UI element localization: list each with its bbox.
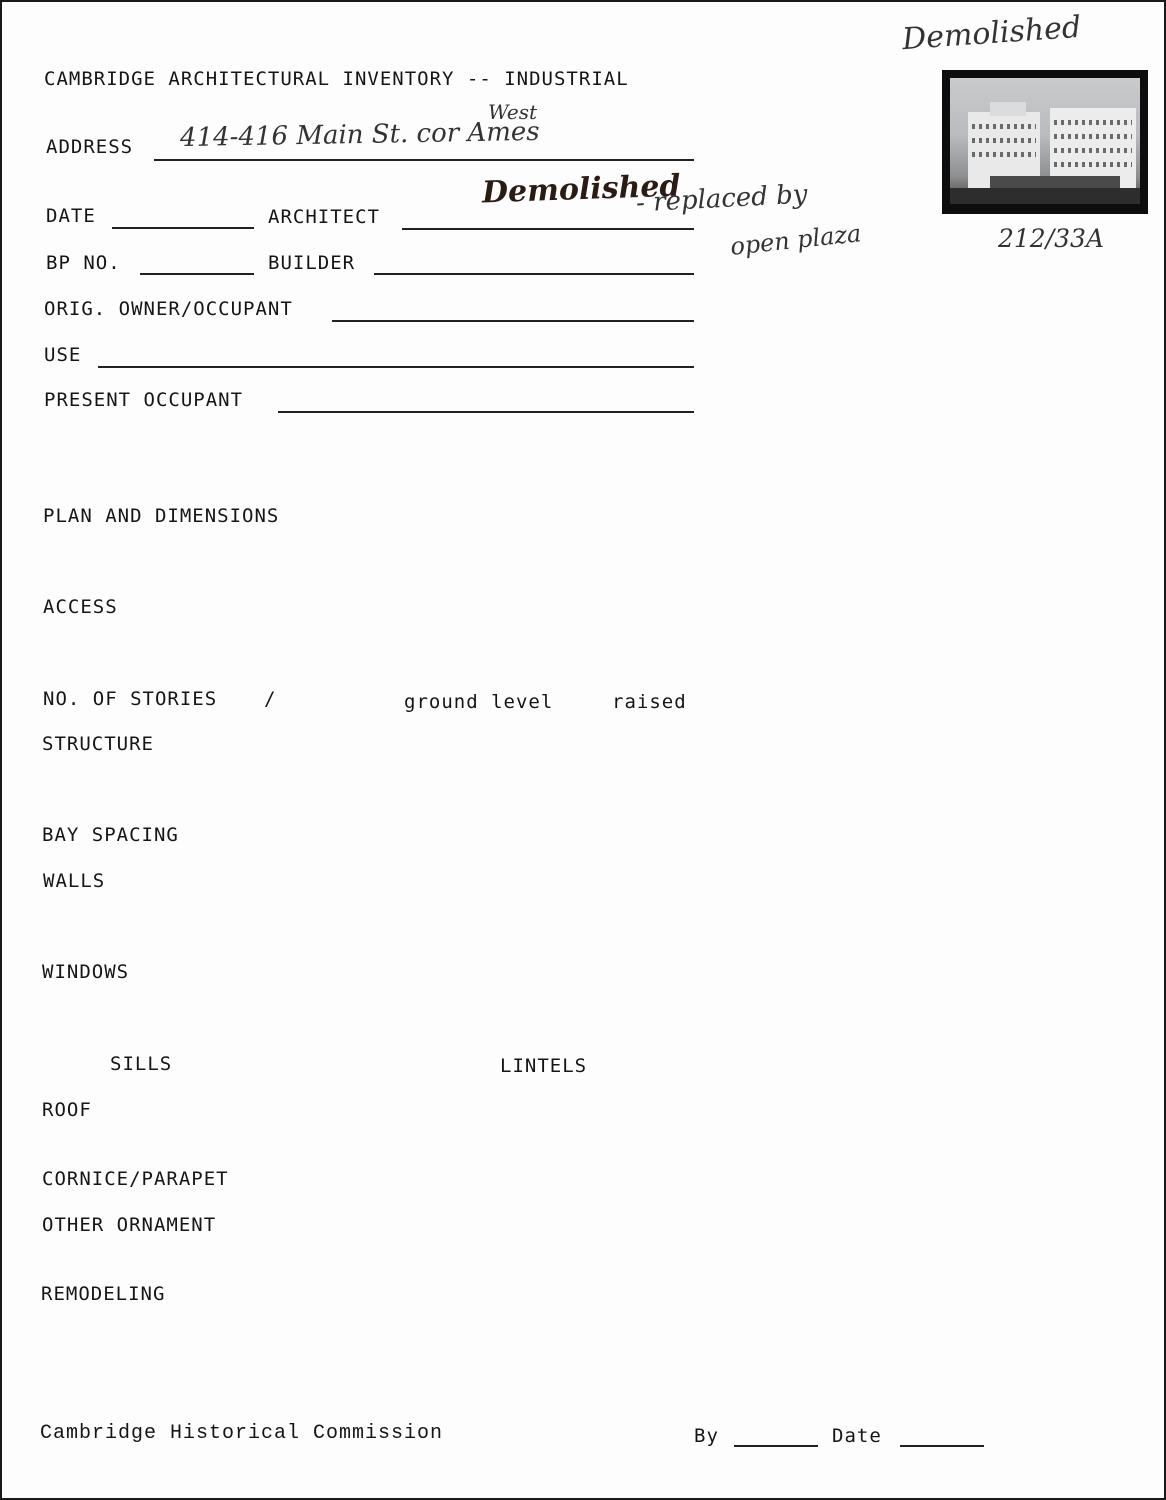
owner-label: ORIG. OWNER/OCCUPANT (44, 298, 293, 320)
plan-label: PLAN AND DIMENSIONS (43, 505, 280, 527)
by-label: By (694, 1425, 719, 1447)
builder-line (374, 273, 694, 275)
replaced-note: - replaced by (635, 179, 809, 219)
bp-line (140, 273, 254, 275)
date-line (112, 227, 254, 229)
address-label: ADDRESS (46, 136, 134, 158)
form-title: CAMBRIDGE ARCHITECTURAL INVENTORY -- INDUSTRIAL (44, 68, 629, 90)
builder-label: BUILDER (268, 252, 356, 274)
address-insert: West (488, 100, 538, 124)
building-photo (942, 70, 1148, 214)
date-label: DATE (46, 205, 96, 227)
architect-label: ARCHITECT (268, 206, 380, 228)
remodeling-label: REMODELING (41, 1283, 166, 1305)
demolished-note: Demolished (481, 168, 681, 211)
roof-label: ROOF (42, 1099, 92, 1121)
ground-level-label: ground level (404, 691, 554, 713)
present-label: PRESENT OCCUPANT (44, 389, 244, 411)
by-line (734, 1445, 818, 1447)
access-label: ACCESS (43, 596, 118, 618)
owner-line (332, 320, 694, 322)
architect-line (402, 228, 694, 230)
use-line (98, 366, 694, 368)
sills-label: SILLS (110, 1053, 173, 1075)
demolished-top-note: Demolished (900, 9, 1083, 58)
windows-label: WINDOWS (42, 961, 130, 983)
use-label: USE (44, 344, 82, 366)
address-value: 414-416 Main St. cor Ames (179, 116, 540, 154)
ornament-label: OTHER ORNAMENT (42, 1214, 217, 1236)
plaza-note: open plaza (728, 219, 863, 261)
commission-label: Cambridge Historical Commission (40, 1422, 444, 1445)
walls-label: WALLS (43, 870, 106, 892)
address-line (154, 159, 694, 161)
stories-slash: / (264, 688, 277, 710)
footer-date-label: Date (832, 1425, 882, 1447)
present-line (278, 411, 694, 413)
bp-label: BP NO. (46, 252, 121, 274)
bay-spacing-label: BAY SPACING (42, 824, 179, 846)
footer-date-line (900, 1445, 984, 1447)
photo-number: 212/33A (998, 224, 1105, 253)
stories-label: NO. OF STORIES (43, 688, 218, 710)
lintels-label: LINTELS (500, 1055, 588, 1077)
raised-label: raised (612, 691, 687, 713)
cornice-label: CORNICE/PARAPET (42, 1168, 229, 1190)
structure-label: STRUCTURE (42, 733, 154, 755)
